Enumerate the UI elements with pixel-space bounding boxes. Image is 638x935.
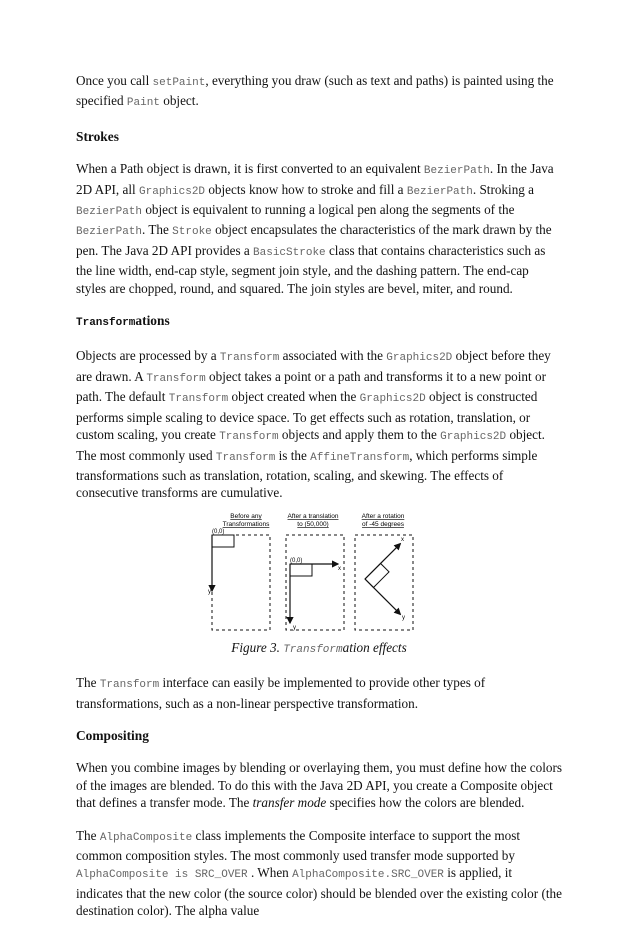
- paint-paragraph: [76, 72, 562, 113]
- compositing-paragraph: [76, 759, 562, 811]
- code-run: Transform: [219, 352, 280, 365]
- caption-text-run: Figure 3.: [231, 639, 284, 655]
- code-run: AlphaComposite: [99, 831, 193, 844]
- code-run: Stroke: [172, 226, 212, 239]
- transform-figure: [76, 511, 562, 635]
- text-run: , which performs simple transformations such as translation, rotation, scaling, and skewing. The effects of consecutive transforms are cumulative.: [76, 447, 538, 501]
- text-run: . In the Java 2D API, all: [76, 161, 554, 197]
- figure-caption: [76, 639, 562, 659]
- alphacomposite-paragraph: [76, 827, 562, 920]
- text-run: class that contains characteristics such as the line width, end-cap style, segment join style, and the dashing pattern. The end-cap styles are chopped, round, and squared. The join styles are bevel, miter, and round.: [76, 242, 546, 296]
- text-run: , everything you draw (such as text and paths) is painted using the specified: [76, 73, 554, 109]
- panel-translation-y-label: y: [293, 624, 296, 631]
- code-run: AlphaComposite.SRC_OVER: [292, 869, 444, 882]
- text-run: objects and apply them to the: [278, 427, 441, 443]
- code-run: BezierPath: [76, 226, 143, 239]
- code-run: AffineTransform: [310, 451, 410, 464]
- panel-translation-x-label: x: [338, 565, 341, 572]
- text-run: . When: [247, 865, 293, 881]
- panel-translation-box: [290, 564, 312, 576]
- text-run: object created when the: [228, 389, 360, 405]
- panel-before-frame: [212, 535, 270, 630]
- caption-code-run: Transform: [283, 643, 343, 656]
- document-page: [76, 72, 562, 935]
- figure-label-before: Before any: [230, 512, 262, 520]
- origin-label-2: (0,0): [290, 557, 303, 564]
- code-run: BezierPath: [423, 165, 490, 178]
- text-run: . The: [142, 222, 173, 238]
- text-run: is the: [275, 447, 311, 463]
- panel-rotation-group: [365, 543, 436, 614]
- figure-label-translation-2: to (50,000): [297, 520, 329, 528]
- transformations-heading: [76, 312, 562, 332]
- panel-rotation-y-axis: [365, 579, 400, 614]
- figure-label-rotation: After a rotation: [361, 512, 405, 520]
- code-run: BezierPath: [76, 206, 143, 219]
- code-run: Graphics2D: [139, 185, 206, 198]
- code-run: Transform: [168, 393, 229, 406]
- text-run: specifies how the colors are blended.: [326, 795, 525, 811]
- text-run: When you combine images by blending or overlaying them, you must define how the colors of the images are blended. To do this with the Java 2D API, you create a Composite object that defines a transfer mode. The: [76, 760, 562, 811]
- figure-label-translation: After a translation: [287, 512, 339, 520]
- text-run: Objects are processed by a: [76, 348, 220, 364]
- strokes-paragraph: [76, 160, 562, 297]
- figure-label-before-2: Transformations: [222, 520, 270, 528]
- panel-before-box: [212, 535, 234, 547]
- origin-label-1: (0,0): [212, 528, 225, 535]
- figure-label-rotation-2: of -45 degrees: [362, 520, 404, 528]
- code-run: Graphics2D: [359, 393, 426, 406]
- code-run: Transform: [215, 451, 276, 464]
- text-run: class implements the Composite interface to support the most common composition styles. The most commonly used transfer mode supported by: [76, 827, 521, 863]
- text-run: object. The most commonly used: [76, 427, 545, 463]
- panel-rotation-x-axis: [365, 543, 400, 578]
- transform-interface-paragraph: [76, 674, 562, 712]
- code-setpaint: setPaint: [152, 77, 206, 89]
- text-run: interface can easily be implemented to provide other types of transformations, such as a non-linear perspective transformation.: [76, 675, 486, 711]
- code-run: Transform: [219, 431, 279, 444]
- heading-text-run: ations: [135, 313, 170, 329]
- text-run: When a Path object is drawn, it is first converted to an equivalent: [76, 161, 424, 177]
- code-run: BasicStroke: [253, 246, 326, 259]
- text-run: object is constructed performs simple scaling to device space. To get effects such as rotation, translation, or custom scaling, you create: [76, 389, 538, 443]
- text-run: The: [76, 827, 100, 843]
- compositing-heading: Compositing: [76, 727, 149, 743]
- text-run: objects know how to stroke and fill a: [205, 181, 407, 197]
- code-run: BezierPath: [406, 185, 473, 198]
- text-run: is applied, it indicates that the new color (the source color) should be blended over the existing color (the destination color). The alpha value: [76, 865, 562, 919]
- text-run: object is equivalent to running a logical pen along the segments of the: [142, 202, 515, 218]
- panel-rotation-x-label: x: [401, 536, 404, 543]
- code-run: Transform: [99, 679, 160, 692]
- text-run: object encapsulates the characteristics of the mark drawn by the pen. The Java 2D API provides a: [76, 222, 552, 258]
- code-run: AlphaComposite is SRC_OVER: [76, 869, 248, 882]
- code-run: Graphics2D: [386, 352, 453, 365]
- panel-before-y-label: y: [208, 588, 211, 595]
- panel-rotation-y-label: y: [402, 614, 405, 621]
- text-run: associated with the: [279, 348, 387, 364]
- text-run: object.: [159, 93, 199, 109]
- text-run: Once you call: [76, 73, 153, 88]
- heading-code-run: Transform: [76, 317, 136, 330]
- caption-text-run: ation effects: [342, 639, 407, 655]
- emphasis-run: transfer mode: [252, 795, 327, 811]
- code-run: Transform: [146, 372, 206, 385]
- text-run: The: [76, 675, 100, 691]
- text-run: object before they are drawn. A: [76, 348, 551, 384]
- text-run: object takes a point or a path and transforms it to a new point or path. The default: [76, 368, 546, 405]
- transformations-paragraph: [76, 347, 562, 501]
- transform-diagram: [76, 511, 562, 635]
- code-run: Graphics2D: [440, 431, 507, 444]
- panel-translation-frame: [286, 535, 344, 630]
- strokes-heading: Strokes: [76, 128, 119, 144]
- text-run: . Stroking a: [472, 181, 535, 197]
- code-paint: Paint: [126, 97, 160, 110]
